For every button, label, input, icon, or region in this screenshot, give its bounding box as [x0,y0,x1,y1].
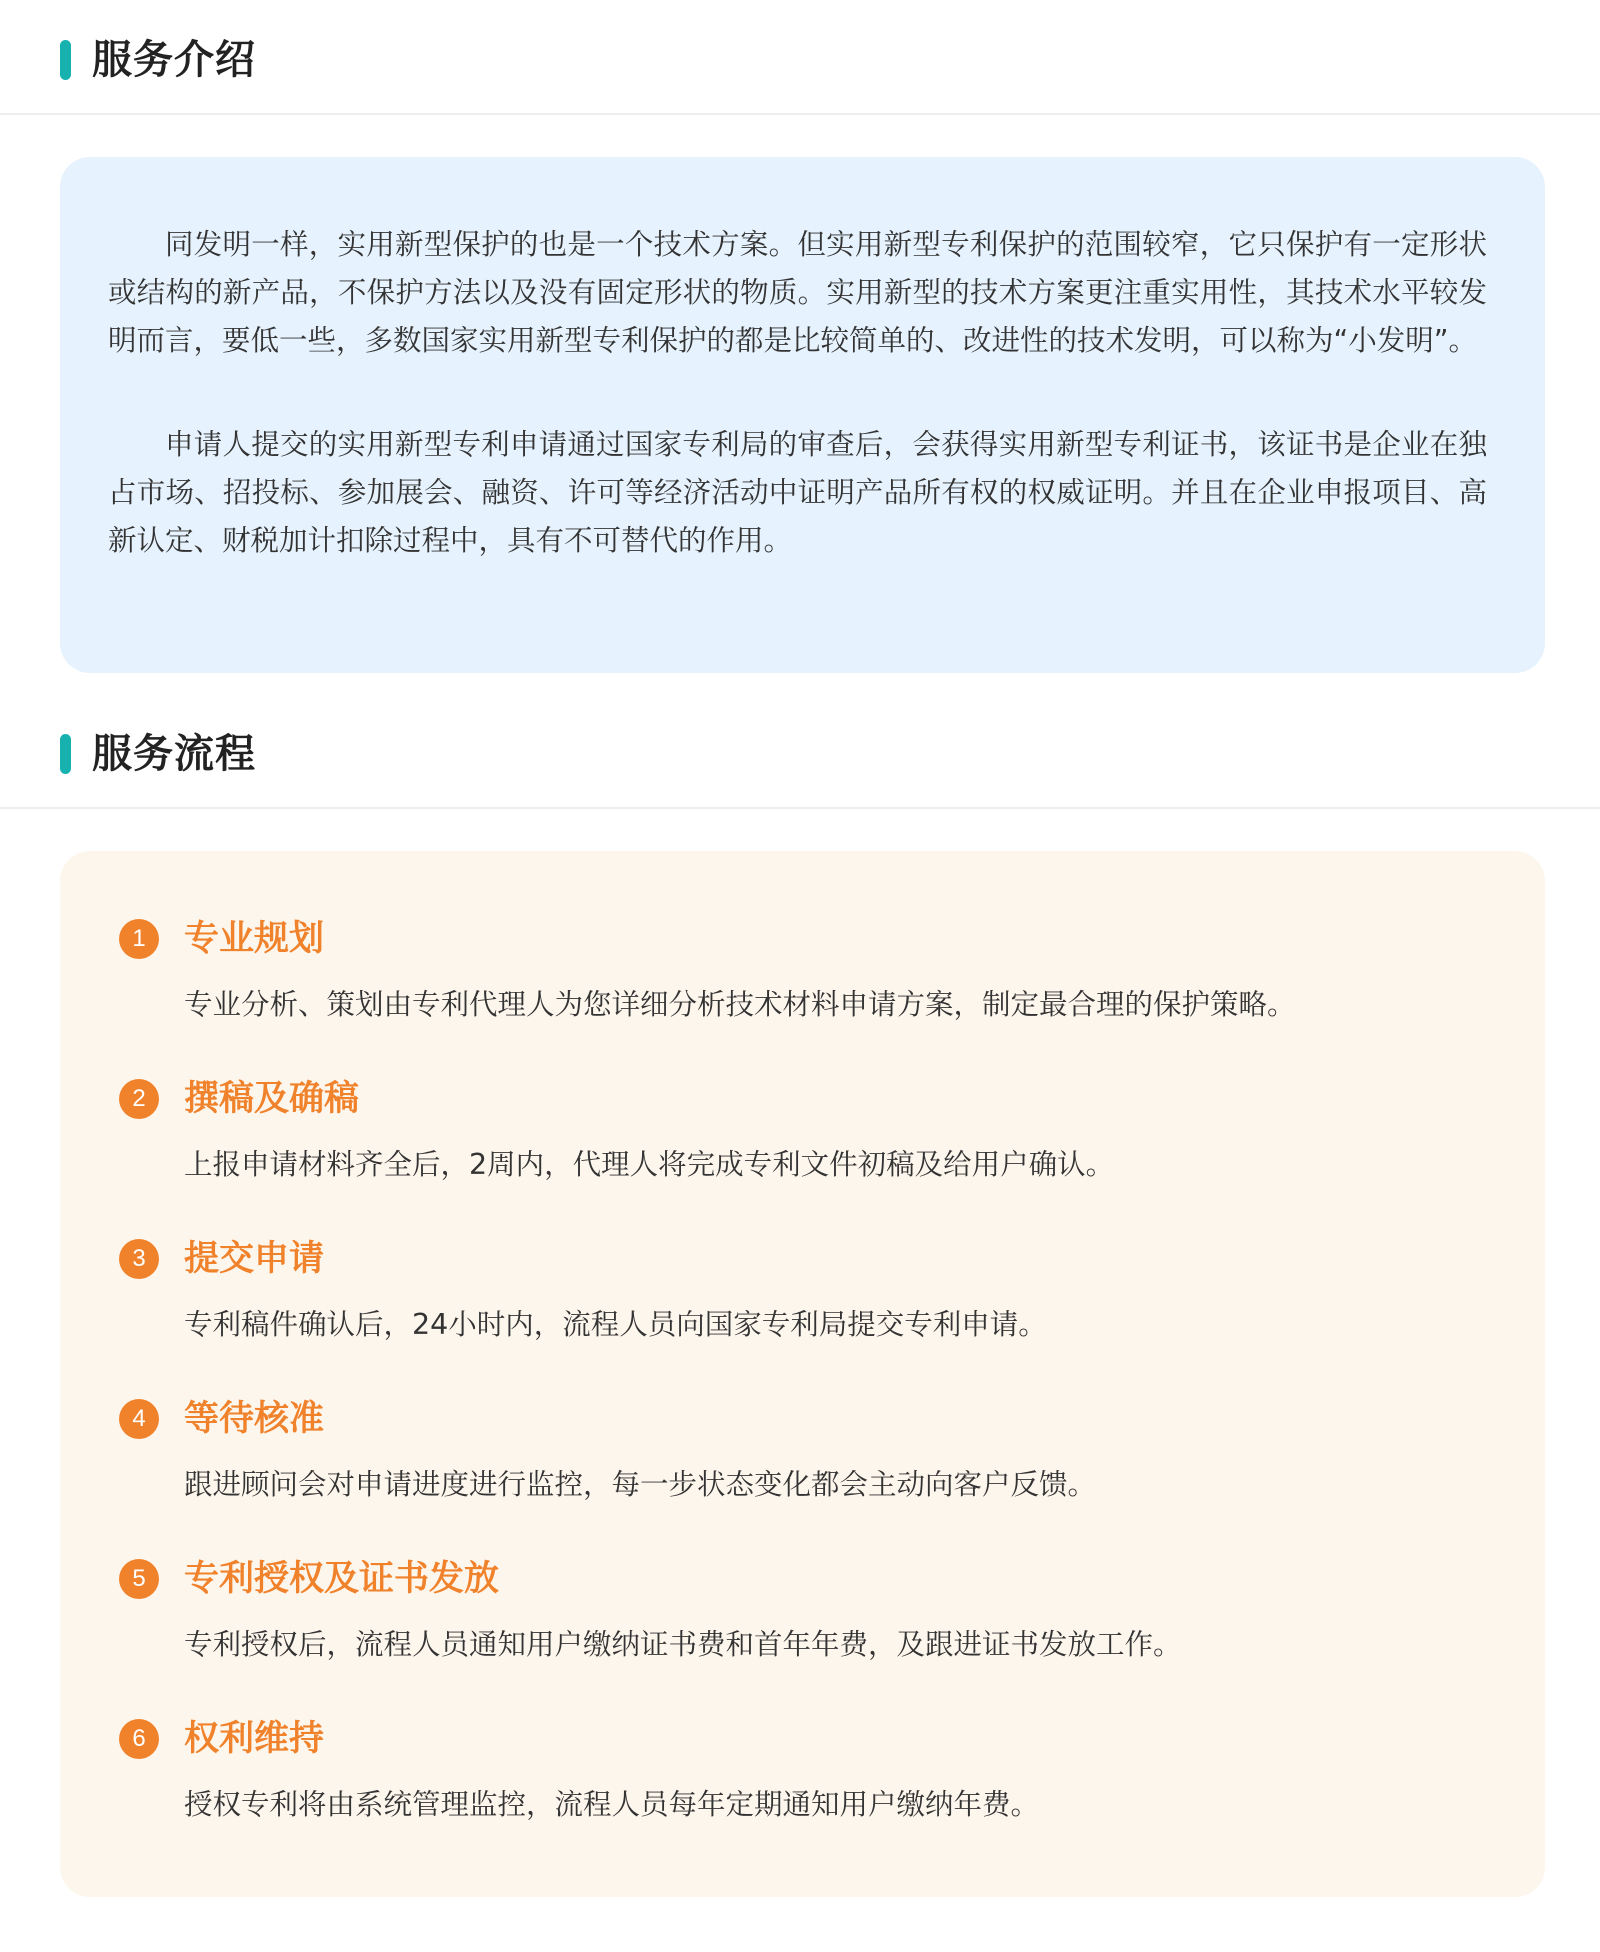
step-description: 授权专利将由系统管理监控，流程人员每年定期通知用户缴纳年费。 [184,1788,1040,1821]
step-description: 跟进顾问会对申请进度进行监控，每一步状态变化都会主动向客户反馈。 [184,1468,1097,1501]
step-description: 专业分析、策划由专利代理人为您详细分析技术材料申请方案，制定最合理的保护策略。 [184,988,1296,1021]
process-card [60,851,1545,1897]
step-description: 专利授权后，流程人员通知用户缴纳证书费和首年年费，及跟进证书发放工作。 [184,1628,1182,1661]
process-step [119,1713,1505,1873]
process-step [119,913,1505,1073]
step-title: 专利授权及证书发放 [184,1559,500,1599]
intro-section-header [0,0,1600,115]
accent-bar [60,734,71,774]
process-step [119,1233,1505,1393]
step-description: 专利稿件确认后，24小时内，流程人员向国家专利局提交专利申请。 [184,1308,1047,1341]
process-section-title: 服务流程 [92,731,256,777]
process-step [119,1073,1505,1233]
step-number-badge: 4 [119,1399,159,1439]
step-number-badge: 2 [119,1079,159,1119]
accent-bar [60,40,71,80]
step-number-badge: 6 [119,1719,159,1759]
intro-paragraph: 申请人提交的实用新型专利申请通过国家专利局的审查后，会获得实用新型专利证书，该证书是企业在独占市场、招投标、参加展会、融资、许可等经济活动中证明产品所有权的权威证明。并且在企业申报项目、高新认定、财税加计扣除过程中，具有不可替代的作用。 [108,428,1487,557]
step-title: 权利维持 [184,1719,325,1759]
step-title: 撰稿及确稿 [184,1079,360,1119]
process-section-header [0,694,1600,809]
intro-section-title: 服务介绍 [92,37,256,83]
step-description: 上报申请材料齐全后，2周内，代理人将完成专利文件初稿及给用户确认。 [184,1148,1115,1181]
process-step [119,1393,1505,1553]
step-number-badge: 3 [119,1239,159,1279]
step-number-badge: 1 [119,919,159,959]
step-title: 提交申请 [184,1239,325,1279]
intro-paragraph: 同发明一样，实用新型保护的也是一个技术方案。但实用新型专利保护的范围较窄，它只保护有一定形状或结构的新产品，不保护方法以及没有固定形状的物质。实用新型的技术方案更注重实用性，其技术水平较发明而言，要低一些，多数国家实用新型专利保护的都是比较简单的、改进性的技术发明，可以称为“小发明”。 [108,228,1487,357]
step-title: 等待核准 [184,1399,325,1439]
intro-card [60,157,1545,673]
step-number-badge: 5 [119,1559,159,1599]
step-title: 专业规划 [184,919,325,959]
process-step [119,1553,1505,1713]
